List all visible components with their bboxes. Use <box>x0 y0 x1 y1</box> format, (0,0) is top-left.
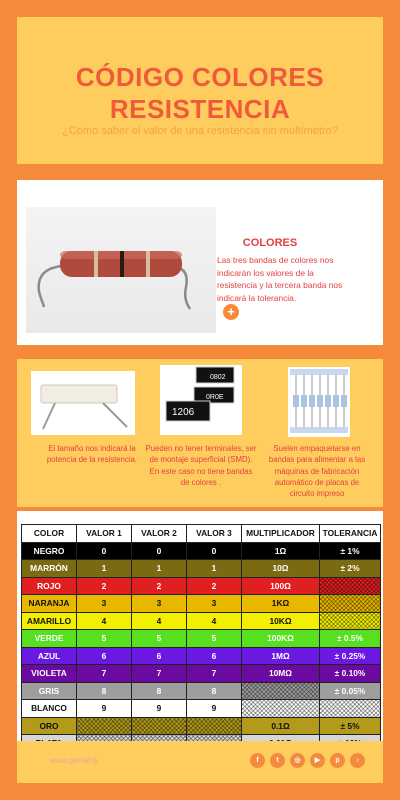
value-cell: 7 <box>187 665 242 683</box>
value-cell: 6 <box>187 647 242 665</box>
colors-title: COLORES <box>242 237 298 249</box>
value-cell: 4 <box>187 612 242 630</box>
value-cell: 0 <box>77 542 132 560</box>
value-cell: 1KΩ <box>242 595 320 613</box>
chip-label: 1206 <box>172 407 195 418</box>
chip-label: 0802 <box>210 374 226 381</box>
expand-button[interactable]: + <box>223 304 239 320</box>
chip-label: 0R0E <box>206 394 224 401</box>
column-header: COLOR <box>22 525 77 543</box>
value-cell: 1 <box>187 560 242 578</box>
color-name-cell: GRIS <box>22 682 77 700</box>
value-cell: 3 <box>77 595 132 613</box>
table-row <box>22 717 381 735</box>
color-name-cell: VIOLETA <box>22 665 77 683</box>
value-cell: 1 <box>132 560 187 578</box>
value-cell: 7 <box>77 665 132 683</box>
value-cell: 6 <box>77 647 132 665</box>
subtitle: ¿Cómo saber el valor de una resistencia sin multímetro? <box>62 125 338 137</box>
header <box>17 17 383 164</box>
value-cell: 2 <box>187 577 242 595</box>
colors-section <box>17 180 383 345</box>
smd-resistor-photo <box>160 365 242 435</box>
value-cell: 9 <box>77 700 132 718</box>
color-name-cell: VERDE <box>22 630 77 648</box>
table-row <box>22 630 381 648</box>
value-cell <box>320 595 381 613</box>
value-cell: 9 <box>187 700 242 718</box>
value-cell <box>320 577 381 595</box>
colors-description: Las tres bandas de colores nos indicarán los valores de la resistencia y la tercera banda nos indicará la tolerancia. <box>217 255 343 303</box>
value-cell: 2 <box>77 577 132 595</box>
value-cell <box>320 612 381 630</box>
tiktok-icon[interactable]: ♪ <box>350 753 365 768</box>
value-cell: ± 0.10% <box>320 665 381 683</box>
table-row <box>22 665 381 683</box>
value-cell: 1 <box>77 560 132 578</box>
infographic <box>17 17 383 783</box>
value-cell: ± 2% <box>320 560 381 578</box>
value-cell: 5 <box>132 630 187 648</box>
color-code-table <box>21 524 381 753</box>
color-code-section <box>17 511 383 741</box>
power-resistor-photo <box>31 371 135 435</box>
value-cell: 3 <box>187 595 242 613</box>
value-cell <box>242 700 320 718</box>
value-cell: 100Ω <box>242 577 320 595</box>
table-row <box>22 647 381 665</box>
value-cell: 1Ω <box>242 542 320 560</box>
page-title <box>17 61 383 125</box>
title-line-2: RESISTENCIA <box>109 94 291 124</box>
value-cell <box>77 717 132 735</box>
youtube-icon[interactable]: ▶ <box>310 753 325 768</box>
value-cell: 10Ω <box>242 560 320 578</box>
section-divider <box>17 345 383 359</box>
table-row <box>22 682 381 700</box>
column-header: VALOR 1 <box>77 525 132 543</box>
pinterest-icon[interactable]: p <box>330 753 345 768</box>
value-cell: ± 0.05% <box>320 682 381 700</box>
value-cell: 8 <box>132 682 187 700</box>
footer <box>17 741 383 783</box>
table-row <box>22 595 381 613</box>
color-name-cell: AZUL <box>22 647 77 665</box>
value-cell: 100KΩ <box>242 630 320 648</box>
value-cell: 1MΩ <box>242 647 320 665</box>
value-cell: 5 <box>187 630 242 648</box>
value-cell: ± 0.25% <box>320 647 381 665</box>
value-cell: ± 1% <box>320 542 381 560</box>
value-cell: 5 <box>77 630 132 648</box>
section-divider <box>17 164 383 180</box>
column-header: TOLERANCIA <box>320 525 381 543</box>
value-cell: 8 <box>187 682 242 700</box>
table-row <box>22 612 381 630</box>
twitter-icon[interactable]: t <box>270 753 285 768</box>
color-name-cell: MARRÓN <box>22 560 77 578</box>
value-cell: 0 <box>132 542 187 560</box>
value-cell: 3 <box>132 595 187 613</box>
value-cell <box>187 717 242 735</box>
table-row <box>22 542 381 560</box>
value-cell: 0.1Ω <box>242 717 320 735</box>
title-line-1: CÓDIGO COLORES <box>75 62 325 92</box>
color-name-cell: ROJO <box>22 577 77 595</box>
types-section <box>17 359 383 507</box>
value-cell <box>132 717 187 735</box>
value-cell: 8 <box>77 682 132 700</box>
value-cell <box>320 700 381 718</box>
instagram-icon[interactable]: ◎ <box>290 753 305 768</box>
color-name-cell: AMARILLO <box>22 612 77 630</box>
table-header-row <box>22 525 381 543</box>
caption-smd: Pueden no tener terminales, ser de montaje superficial (SMD). En este caso no tiene bandas de colores . <box>145 444 257 487</box>
value-cell: 9 <box>132 700 187 718</box>
value-cell: 2 <box>132 577 187 595</box>
value-cell: 4 <box>77 612 132 630</box>
color-name-cell: NARANJA <box>22 595 77 613</box>
value-cell: 4 <box>132 612 187 630</box>
table-row <box>22 560 381 578</box>
column-header: MULTIPLICADOR <box>242 525 320 543</box>
value-cell: 6 <box>132 647 187 665</box>
caption-tape: Suelen empaquetarse en bandas para alimentar a las máquinas de fabricación automático de placas de circuito impreso <box>268 444 366 499</box>
genially-link[interactable]: www.genial.ly <box>50 756 99 765</box>
value-cell: 10KΩ <box>242 612 320 630</box>
color-name-cell: NEGRO <box>22 542 77 560</box>
resistor-tape-photo <box>288 367 350 437</box>
value-cell: 10MΩ <box>242 665 320 683</box>
value-cell <box>242 682 320 700</box>
column-header: VALOR 2 <box>132 525 187 543</box>
color-name-cell: ORO <box>22 717 77 735</box>
resistor-photo <box>26 207 216 333</box>
table-row <box>22 700 381 718</box>
value-cell: 0 <box>187 542 242 560</box>
column-header: VALOR 3 <box>187 525 242 543</box>
color-name-cell: BLANCO <box>22 700 77 718</box>
value-cell: ± 0.5% <box>320 630 381 648</box>
caption-size: El tamaño nos indicará la potencia de la resistencia. <box>46 444 138 465</box>
value-cell: ± 5% <box>320 717 381 735</box>
value-cell: 7 <box>132 665 187 683</box>
facebook-icon[interactable]: f <box>250 753 265 768</box>
table-row <box>22 577 381 595</box>
